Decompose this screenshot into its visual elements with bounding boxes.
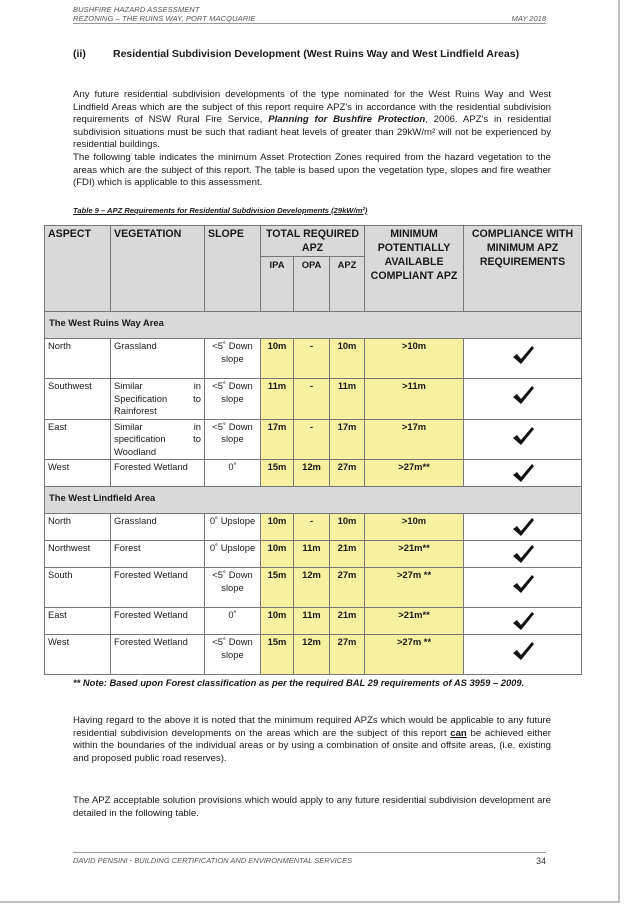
section-title: Residential Subdivision Development (West Ruins Way and West Lindfield Areas) [113,48,520,60]
cell-aspect: West [45,635,111,675]
cell-aspect: South [45,568,111,608]
cell-vegetation: Forested Wetland [111,568,205,608]
cell-vegetation: Grassland [111,339,205,379]
cell-opa: 12m [294,460,330,487]
cell-ipa: 15m [261,460,294,487]
cell-ipa: 15m [261,635,294,675]
cell-slope: <5˚ Down slope [205,635,261,675]
cell-vegetation: Forested Wetland [111,460,205,487]
cell-aspect: North [45,339,111,379]
cell-ipa: 10m [261,608,294,635]
intro-publication: Planning for Bushfire Protection [268,114,426,126]
cell-vegetation: Forested Wetland [111,608,205,635]
table-note: ** Note: Based upon Forest classification as per the required BAL 29 requirements of AS 3959 – 2009. [73,677,525,688]
cell-aspect: East [45,608,111,635]
cell-compliance [464,460,582,487]
cell-apz: 11m [330,379,365,420]
cell-slope: 0˚ Upslope [205,514,261,541]
cell-aspect: Northwest [45,541,111,568]
area-row [45,487,582,514]
table-caption: Table 9 – APZ Requirements for Residential Subdivision Developments (29kW/m²) [73,206,368,215]
table-row [45,635,582,675]
cell-vegetation: Grassland [111,514,205,541]
cell-apz: 21m [330,541,365,568]
page-number: 34 [535,856,546,866]
cell-available: >27m** [365,460,464,487]
checkmark-icon [510,610,536,632]
cell-available: >10m [365,339,464,379]
cell-slope: <5˚ Down slope [205,379,261,420]
intro-text-a: Any future residential subdivision developments of the type nominated for the West Ruins Way and West Lindfield Areas which are the subject of this report require APZ's in accordance with the residential subdivision requirements of NSW Rural Fire Service, [73,89,551,126]
col-slope: SLOPE [205,226,261,312]
intro-paragraph [73,89,551,190]
col-compliance: COMPLIANCE WITH MINIMUM APZ REQUIREMENTS [464,226,582,312]
cell-opa: - [294,339,330,379]
table-row [45,419,582,460]
header-date: MAY 2018 [511,14,546,23]
col-aspect: ASPECT [45,226,111,312]
table-row [45,608,582,635]
cell-apz: 10m [330,339,365,379]
cell-vegetation: Similar in specification to Woodland [111,419,205,460]
cell-aspect: East [45,419,111,460]
checkmark-icon [510,640,536,662]
apz-table [44,225,582,675]
col-vegetation: VEGETATION [111,226,205,312]
cell-apz: 27m [330,635,365,675]
closing-paragraph: The APZ acceptable solution provisions which would apply to any future residential subdivision development are detailed in the following table. [73,795,551,819]
cell-compliance [464,514,582,541]
cell-compliance [464,339,582,379]
cell-available: >21m** [365,541,464,568]
header-divider [73,23,546,24]
col-opa: OPA [294,257,330,312]
cell-slope: 0˚ Upslope [205,541,261,568]
table-row [45,514,582,541]
cell-ipa: 10m [261,514,294,541]
cell-available: >27m ** [365,635,464,675]
cell-apz: 21m [330,608,365,635]
footer-divider [73,852,546,853]
cell-aspect: West [45,460,111,487]
cell-compliance [464,568,582,608]
cell-ipa: 15m [261,568,294,608]
conclusion-paragraph [73,715,551,765]
cell-apz: 17m [330,419,365,460]
cell-vegetation: Forested Wetland [111,635,205,675]
table-row [45,339,582,379]
cell-aspect: Southwest [45,379,111,420]
cell-opa: - [294,514,330,541]
intro-text-2: The following table indicates the minimum Asset Protection Zones required from the hazard vegetation to the areas which are the subject of this report. The table is based upon the vegetation type, slopes and fire weather (FDI) which is applicable to this assessment. [73,151,551,189]
col-apz: APZ [330,257,365,312]
checkmark-icon [510,462,536,484]
cell-ipa: 17m [261,419,294,460]
cell-slope: <5˚ Down slope [205,339,261,379]
col-minimum-available: MINIMUM POTENTIALLY AVAILABLE COMPLIANT APZ [365,226,464,312]
cell-opa: 11m [294,541,330,568]
cell-apz: 10m [330,514,365,541]
cell-slope: 0˚ [205,460,261,487]
col-total-required: TOTAL REQUIRED APZ [261,226,365,257]
col-ipa: IPA [261,257,294,312]
cell-opa: 12m [294,568,330,608]
cell-available: >11m [365,379,464,420]
checkmark-icon [510,516,536,538]
cell-apz: 27m [330,460,365,487]
table-row [45,568,582,608]
cell-apz: 27m [330,568,365,608]
cell-compliance [464,419,582,460]
table-row [45,460,582,487]
checkmark-icon [510,573,536,595]
header-line-1: BUSHFIRE HAZARD ASSESSMENT [73,5,200,14]
conclusion-emphasis: can [450,727,467,739]
cell-ipa: 10m [261,339,294,379]
cell-compliance [464,608,582,635]
area-name: The West Ruins Way Area [45,312,582,339]
cell-available: >27m ** [365,568,464,608]
cell-available: >17m [365,419,464,460]
cell-compliance [464,635,582,675]
cell-slope: <5˚ Down slope [205,419,261,460]
cell-opa: 12m [294,635,330,675]
cell-compliance [464,379,582,420]
cell-opa: 11m [294,608,330,635]
cell-vegetation: Similar in Specification to Rainforest [111,379,205,420]
table-header-row [45,226,582,257]
area-row [45,312,582,339]
cell-ipa: 11m [261,379,294,420]
checkmark-icon [510,425,536,447]
footer-text: DAVID PENSINI - BUILDING CERTIFICATION AND ENVIRONMENTAL SERVICES [73,856,353,865]
checkmark-icon [510,384,536,406]
cell-aspect: North [45,514,111,541]
cell-slope: <5˚ Down slope [205,568,261,608]
cell-opa: - [294,379,330,420]
cell-available: >21m** [365,608,464,635]
table-row [45,541,582,568]
conclusion-text-a: Having regard to the above it is noted that the minimum required APZs which would be applicable to any future residential subdivision developments on the areas which are the subject of this report [73,715,551,739]
checkmark-icon [510,543,536,565]
cell-opa: - [294,419,330,460]
section-number: (ii) [73,48,86,60]
area-name: The West Lindfield Area [45,487,582,514]
cell-slope: 0˚ [205,608,261,635]
table-row [45,379,582,420]
intro-text-c: , 2006. APZ's in residential subdivision situations must be such that radiant heat levels of greater than 29kW/m² will not be experienced by residential buildings. [73,114,551,151]
cell-vegetation: Forest [111,541,205,568]
conclusion-text-c: be achieved either within the boundaries of the individual areas or by using a combination of onsite and offsite areas, (i.e. existing and proposed public road reserves). [73,727,551,764]
cell-available: >10m [365,514,464,541]
checkmark-icon [510,344,536,366]
cell-ipa: 10m [261,541,294,568]
header-line-2: REZONING – THE RUINS WAY, PORT MACQUARIE [73,14,256,23]
cell-compliance [464,541,582,568]
